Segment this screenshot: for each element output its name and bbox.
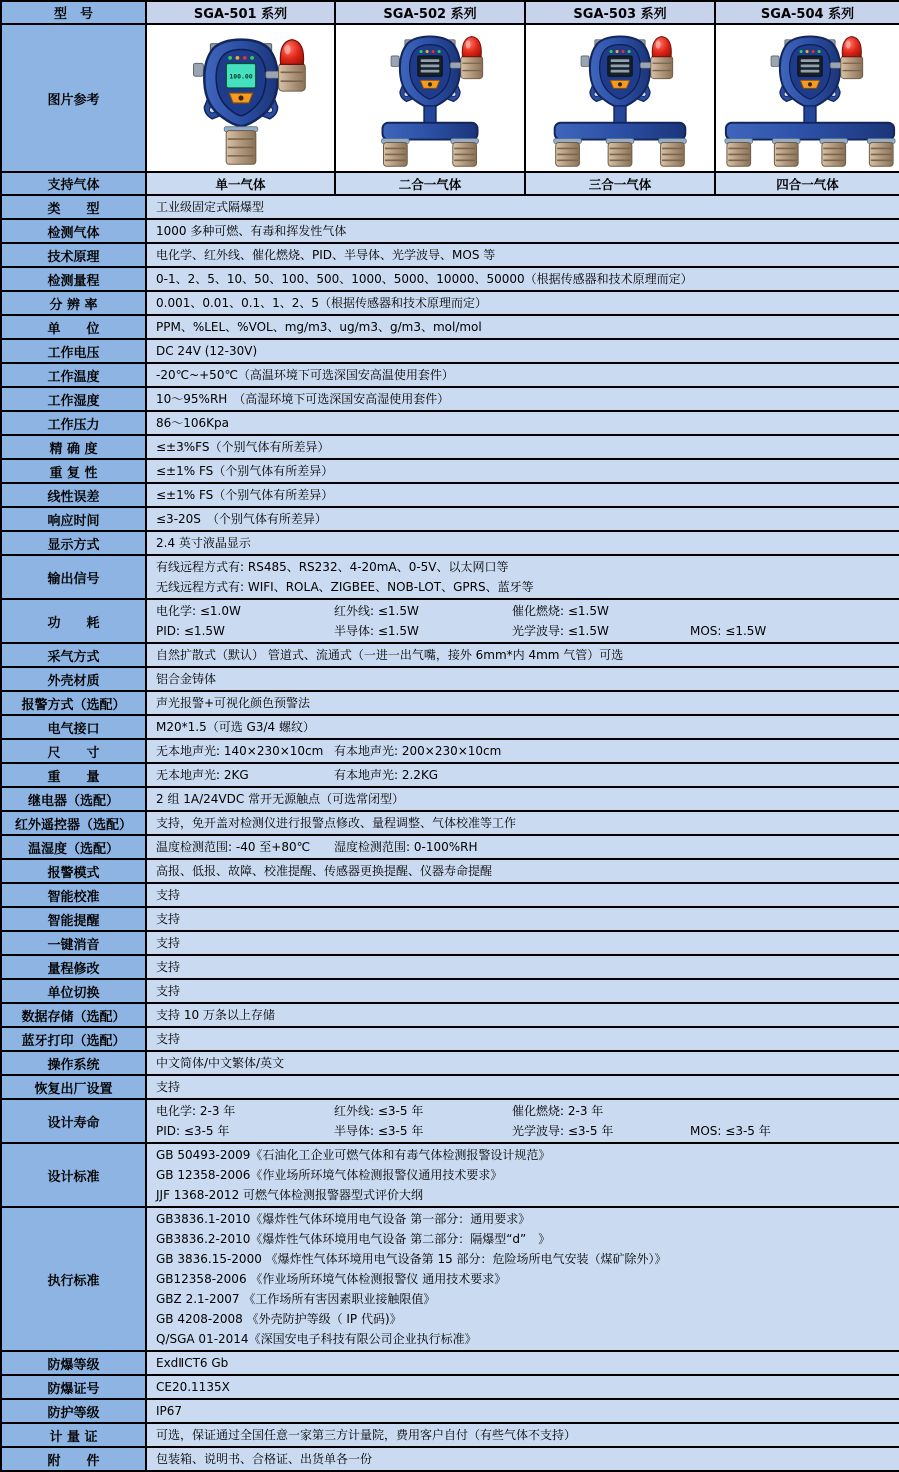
spec-row [1,411,899,435]
spec-row [1,507,899,531]
spec-row [1,1447,899,1471]
spec-value [146,1099,899,1143]
spec-value-text: 工业级固定式隔爆型 [156,200,265,214]
spec-label: 一键消音 [1,931,146,955]
spec-value [146,459,899,483]
spec-value-segment: PID: ≤1.5W [156,624,225,638]
spec-value-line [156,909,895,929]
spec-value [146,363,899,387]
spec-value [146,1423,899,1447]
spec-value [146,339,899,363]
spec-value-text: IP67 [156,1404,183,1418]
spec-value-text: GB 12358-2006《作业场所环境气体检测报警仪通用技术要求》 [156,1168,503,1182]
spec-value-text: ≤±1% FS（个别气体有所差异） [156,464,334,478]
spec-value-text: ≤3-20S （个别气体有所差异） [156,512,327,526]
spec-row [1,667,899,691]
spec-row [1,1423,899,1447]
spec-value-line [156,1249,895,1269]
spec-value [146,1075,899,1099]
gas-detector-illustration [526,27,714,169]
spec-value-text: GB3836.1-2010《爆炸性气体环境用电气设备 第一部分：通用要求》 [156,1212,531,1226]
spec-value-text: 无线远程方式有: WIFI、ROLA、ZIGBEE、NOB-LOT、GPRS、蓝牙等 [156,580,534,594]
product-photo-cell [525,24,715,172]
gas-detector-illustration [336,27,524,169]
spec-value-segment: 电化学: 2-3 年 [156,1104,236,1118]
spec-row [1,835,899,859]
model-header-row [1,1,899,24]
spec-label: 防爆等级 [1,1351,146,1375]
spec-value [146,387,899,411]
spec-value-line [156,509,895,529]
spec-value [146,1051,899,1075]
spec-value-text: M20*1.5（可选 G3/4 螺纹） [156,720,315,734]
spec-row [1,555,899,599]
spec-value [146,315,899,339]
spec-value-line [156,765,895,785]
spec-label: 设计寿命 [1,1099,146,1143]
model-header-cell: SGA-501 系列 [146,1,335,24]
spec-label: 检测气体 [1,219,146,243]
spec-value-line [156,533,895,553]
spec-label: 重 量 [1,763,146,787]
spec-value-text: GB 4208-2008 《外壳防护等级（ IP 代码)》 [156,1312,402,1326]
spec-value-text: 自然扩散式（默认） 管道式、流通式（一进一出气嘴，接外 6mm*内 4mm 气管）可选 [156,648,624,662]
spec-row [1,435,899,459]
spec-label: 附 件 [1,1447,146,1471]
spec-value-line [156,1309,895,1329]
spec-value-line [156,413,895,433]
spec-value-line [156,717,895,737]
spec-value [146,739,899,763]
spec-label: 操作系统 [1,1051,146,1075]
spec-row [1,1375,899,1399]
spec-row [1,1075,899,1099]
spec-row [1,715,899,739]
spec-value [146,1003,899,1027]
spec-value-line [156,485,895,505]
spec-label: 单位切换 [1,979,146,1003]
spec-row [1,219,899,243]
spec-label: 蓝牙打印（选配） [1,1027,146,1051]
spec-label: 数据存储（选配） [1,1003,146,1027]
spec-row [1,339,899,363]
spec-value [146,979,899,1003]
model-row-label: 型 号 [1,1,146,24]
spec-value-text: Q/SGA 01-2014《深国安电子科技有限公司企业执行标准》 [156,1332,477,1346]
spec-value-text: 铝合金铸体 [156,672,217,686]
spec-value-line [156,1053,895,1073]
spec-label: 工作压力 [1,411,146,435]
spec-row [1,1051,899,1075]
spec-value-text: GB12358-2006 《作业场所环境气体检测报警仪 通用技术要求》 [156,1272,507,1286]
gas-type-cell: 单一气体 [146,172,335,195]
spec-value-line [156,557,895,577]
spec-value [146,667,899,691]
spec-value-line [156,1077,895,1097]
spec-label: 计 量 证 [1,1423,146,1447]
spec-value [146,763,899,787]
spec-value-line [156,437,895,457]
spec-label: 外壳材质 [1,667,146,691]
spec-label: 报警方式（选配） [1,691,146,715]
spec-value-segment: 湿度检测范围: 0-100%RH [334,840,478,854]
spec-value-line [156,577,895,597]
spec-label: 功 耗 [1,599,146,643]
spec-value-line [156,221,895,241]
spec-value-line [156,461,895,481]
spec-value-line [156,669,895,689]
spec-label: 电气接口 [1,715,146,739]
spec-value-segment: 半导体: ≤3-5 年 [334,1124,424,1138]
spec-row [1,1099,899,1143]
spec-value-text: GB3836.2-2010《爆炸性气体环境用电气设备 第二部分：隔爆型“d” 》 [156,1232,551,1246]
spec-label: 重 复 性 [1,459,146,483]
spec-value [146,555,899,599]
spec-value [146,435,899,459]
spec-value-text: 支持 [156,888,181,902]
spec-value [146,1399,899,1423]
model-header-cell: SGA-502 系列 [335,1,525,24]
spec-value [146,955,899,979]
spec-value [146,219,899,243]
gas-type-cell: 二合一气体 [335,172,525,195]
spec-value-line [156,365,895,385]
spec-value-text: 支持 [156,960,181,974]
spec-row [1,1003,899,1027]
spec-label: 单 位 [1,315,146,339]
spec-row [1,291,899,315]
spec-value-line [156,317,895,337]
spec-value-segment: PID: ≤3-5 年 [156,1124,230,1138]
spec-label: 分 辨 率 [1,291,146,315]
spec-row [1,931,899,955]
spec-value-line [156,601,895,621]
spec-value-line [156,1329,895,1349]
spec-value-text: 有线远程方式有: RS485、RS232、4-20mA、0-5V、以太网口等 [156,560,509,574]
spec-label: 执行标准 [1,1207,146,1351]
spec-value-text: CE20.1135X [156,1380,230,1394]
spec-value-segment: 光学波导: ≤3-5 年 [512,1124,614,1138]
spec-value-line [156,389,895,409]
spec-value-text: ≤±3%FS（个别气体有所差异） [156,440,330,454]
spec-value-text: GBZ 2.1-2007 《工作场所有害因素职业接触限值》 [156,1292,436,1306]
spec-value-line [156,1165,895,1185]
spec-value-segment: 催化燃烧: 2-3 年 [512,1104,604,1118]
gas-detector-illustration [147,27,335,169]
spec-row [1,1143,899,1207]
model-header-cell: SGA-503 系列 [525,1,715,24]
spec-value [146,907,899,931]
spec-label: 精 确 度 [1,435,146,459]
spec-value [146,811,899,835]
spec-value-line [156,1101,895,1121]
spec-value-text: 高报、低报、故障、校准提醒、传感器更换提醒、仪器寿命提醒 [156,864,493,878]
spec-value-text: 支持 [156,912,181,926]
spec-value-text: 支持 10 万条以上存储 [156,1008,275,1022]
spec-row [1,1027,899,1051]
spec-value-segment: 红外线: ≤1.5W [334,604,419,618]
spec-row [1,979,899,1003]
spec-label: 显示方式 [1,531,146,555]
spec-value-text: 支持 [156,984,181,998]
spec-value-line [156,1377,895,1397]
spec-value-line [156,1425,895,1445]
spec-value-line [156,1029,895,1049]
spec-value [146,1207,899,1351]
gas-row-label: 支持气体 [1,172,146,195]
spec-value [146,411,899,435]
spec-value-text: 支持 [156,936,181,950]
spec-value-line [156,245,895,265]
spec-row [1,387,899,411]
spec-value-text: 电化学、红外线、催化燃烧、PID、半导体、光学波导、MOS 等 [156,248,496,262]
spec-row [1,267,899,291]
spec-value-text: ExdⅡCT6 Gb [156,1356,229,1370]
spec-row [1,907,899,931]
spec-label: 输出信号 [1,555,146,599]
spec-value-line [156,885,895,905]
spec-value-segment: 无本地声光: 2KG [156,768,249,782]
spec-row [1,243,899,267]
model-header-cell: SGA-504 系列 [715,1,899,24]
spec-value-line [156,1289,895,1309]
spec-value [146,835,899,859]
spec-row [1,599,899,643]
spec-row [1,691,899,715]
product-photo-cell [335,24,525,172]
spec-value-line [156,789,895,809]
spec-value-line [156,1209,895,1229]
spec-value-text: 10～95%RH （高湿环境下可选深国安高湿使用套件） [156,392,450,406]
spec-label: 智能校准 [1,883,146,907]
spec-label: 工作温度 [1,363,146,387]
spec-label: 防爆证号 [1,1375,146,1399]
spec-label: 线性误差 [1,483,146,507]
spec-label: 技术原理 [1,243,146,267]
spec-row [1,859,899,883]
svg-text:100.00: 100.00 [229,72,253,81]
spec-label: 检测量程 [1,267,146,291]
spec-label: 量程修改 [1,955,146,979]
spec-value-line [156,837,895,857]
spec-value [146,1143,899,1207]
spec-value-text: DC 24V (12-30V) [156,344,258,358]
gas-type-cell: 四合一气体 [715,172,899,195]
spec-value-line [156,981,895,1001]
spec-value [146,243,899,267]
spec-value-segment: MOS: ≤1.5W [690,624,767,638]
spec-value-segment: 有本地声光: 2.2KG [334,768,439,782]
spec-value [146,1351,899,1375]
spec-value [146,531,899,555]
product-photo-cell [715,24,899,172]
spec-value [146,1447,899,1471]
product-photo-cell [146,24,335,172]
spec-value-line [156,933,895,953]
spec-value-segment: 温度检测范围: -40 至+80℃ [156,840,311,854]
spec-value-segment: 红外线: ≤3-5 年 [334,1104,424,1118]
spec-value-line [156,1401,895,1421]
spec-label: 红外遥控器（选配） [1,811,146,835]
image-row-label: 图片参考 [1,24,146,172]
spec-value-text: JJF 1368-2012 可燃气体检测报警器型式评价大纲 [156,1188,424,1202]
spec-label: 防护等级 [1,1399,146,1423]
spec-value [146,1027,899,1051]
spec-value [146,267,899,291]
spec-value-text: 支持 [156,1032,181,1046]
spec-value-line [156,741,895,761]
spec-value-line [156,957,895,977]
spec-value-text: 中文简体/中文繁体/英文 [156,1056,285,1070]
spec-value-text: 2 组 1A/24VDC 常开无源触点（可选常闭型） [156,792,405,806]
spec-row [1,315,899,339]
spec-row [1,1399,899,1423]
spec-row [1,1351,899,1375]
spec-label: 采气方式 [1,643,146,667]
spec-label: 报警模式 [1,859,146,883]
spec-value [146,883,899,907]
spec-value [146,691,899,715]
spec-value-text: 1000 多种可燃、有毒和挥发性气体 [156,224,347,238]
spec-row [1,739,899,763]
spec-value-segment: MOS: ≤3-5 年 [690,1124,771,1138]
product-image-row [1,24,899,172]
spec-row [1,483,899,507]
spec-value-line [156,1269,895,1289]
spec-value-segment: 无本地声光: 140×230×10cm [156,744,324,758]
spec-row [1,363,899,387]
spec-value [146,507,899,531]
spec-value-segment: 半导体: ≤1.5W [334,624,419,638]
spec-value [146,291,899,315]
spec-value-line [156,269,895,289]
spec-value-line [156,1185,895,1205]
spec-label: 尺 寸 [1,739,146,763]
spec-label: 智能提醒 [1,907,146,931]
spec-value-line [156,813,895,833]
spec-value-text: PPM、%LEL、%VOL、mg/m3、ug/m3、g/m3、mol/mol [156,320,482,334]
spec-value-text: 包装箱、说明书、合格证、出货单各一份 [156,1452,373,1466]
spec-value-segment: 电化学: ≤1.0W [156,604,241,618]
spec-value-line [156,1121,895,1141]
spec-value-line [156,693,895,713]
spec-value-line [156,645,895,665]
spec-value-line [156,341,895,361]
spec-label: 响应时间 [1,507,146,531]
spec-value-text: GB 50493-2009《石油化工企业可燃气体和有毒气体检测报警设计规范》 [156,1148,551,1162]
spec-value-line [156,1353,895,1373]
spec-value-line [156,1145,895,1165]
spec-value [146,643,899,667]
spec-value [146,787,899,811]
spec-row [1,531,899,555]
spec-value-text: 0.001、0.01、0.1、1、2、5（根据传感器和技术原理而定） [156,296,488,310]
spec-value-line [156,1229,895,1249]
spec-value-line [156,861,895,881]
spec-value [146,859,899,883]
spec-value-text: 声光报警+可视化颜色预警法 [156,696,311,710]
gas-detector-illustration [716,27,899,169]
spec-value-text: 2.4 英寸液晶显示 [156,536,251,550]
supported-gas-row [1,172,899,195]
spec-value-line [156,1005,895,1025]
spec-label: 工作湿度 [1,387,146,411]
spec-value-line [156,621,895,641]
spec-value-text: 支持 [156,1080,181,1094]
spec-value-text: ≤±1% FS（个别气体有所差异） [156,488,334,502]
spec-value-segment: 有本地声光: 200×230×10cm [334,744,502,758]
spec-row [1,811,899,835]
spec-value [146,483,899,507]
spec-value-line [156,197,895,217]
spec-row [1,787,899,811]
spec-value-text: 支持，免开盖对检测仪进行报警点修改、量程调整、气体校准等工作 [156,816,517,830]
spec-value [146,599,899,643]
spec-label: 恢复出厂设置 [1,1075,146,1099]
spec-value [146,931,899,955]
spec-row [1,763,899,787]
spec-value-line [156,1449,895,1469]
spec-label: 设计标准 [1,1143,146,1207]
gas-type-cell: 三合一气体 [525,172,715,195]
spec-value-text: 86～106Kpa [156,416,230,430]
spec-row [1,459,899,483]
spec-value-segment: 催化燃烧: ≤1.5W [512,604,609,618]
spec-label: 类 型 [1,195,146,219]
spec-row [1,1207,899,1351]
spec-value [146,715,899,739]
spec-value-text: GB 3836.15-2000 《爆炸性气体环境用电气设备第 15 部分：危险场所电气安装（煤矿除外）》 [156,1252,667,1266]
spec-row [1,883,899,907]
spec-row [1,643,899,667]
spec-row [1,195,899,219]
spec-value-text: 0-1、2、5、10、50、100、500、1000、5000、10000、50000（根据传感器和技术原理而定） [156,272,693,286]
spec-value-line [156,293,895,313]
spec-value [146,195,899,219]
spec-value-segment: 光学波导: ≤1.5W [512,624,609,638]
spec-label: 工作电压 [1,339,146,363]
spec-value-text: 可选，保证通过全国任意一家第三方计量院，费用客户自付（有些气体不支持） [156,1428,577,1442]
spec-label: 温湿度（选配） [1,835,146,859]
spec-label: 继电器（选配） [1,787,146,811]
spec-value [146,1375,899,1399]
spec-row [1,955,899,979]
spec-value-text: -20℃~+50℃（高温环境下可选深国安高温使用套件） [156,368,454,382]
